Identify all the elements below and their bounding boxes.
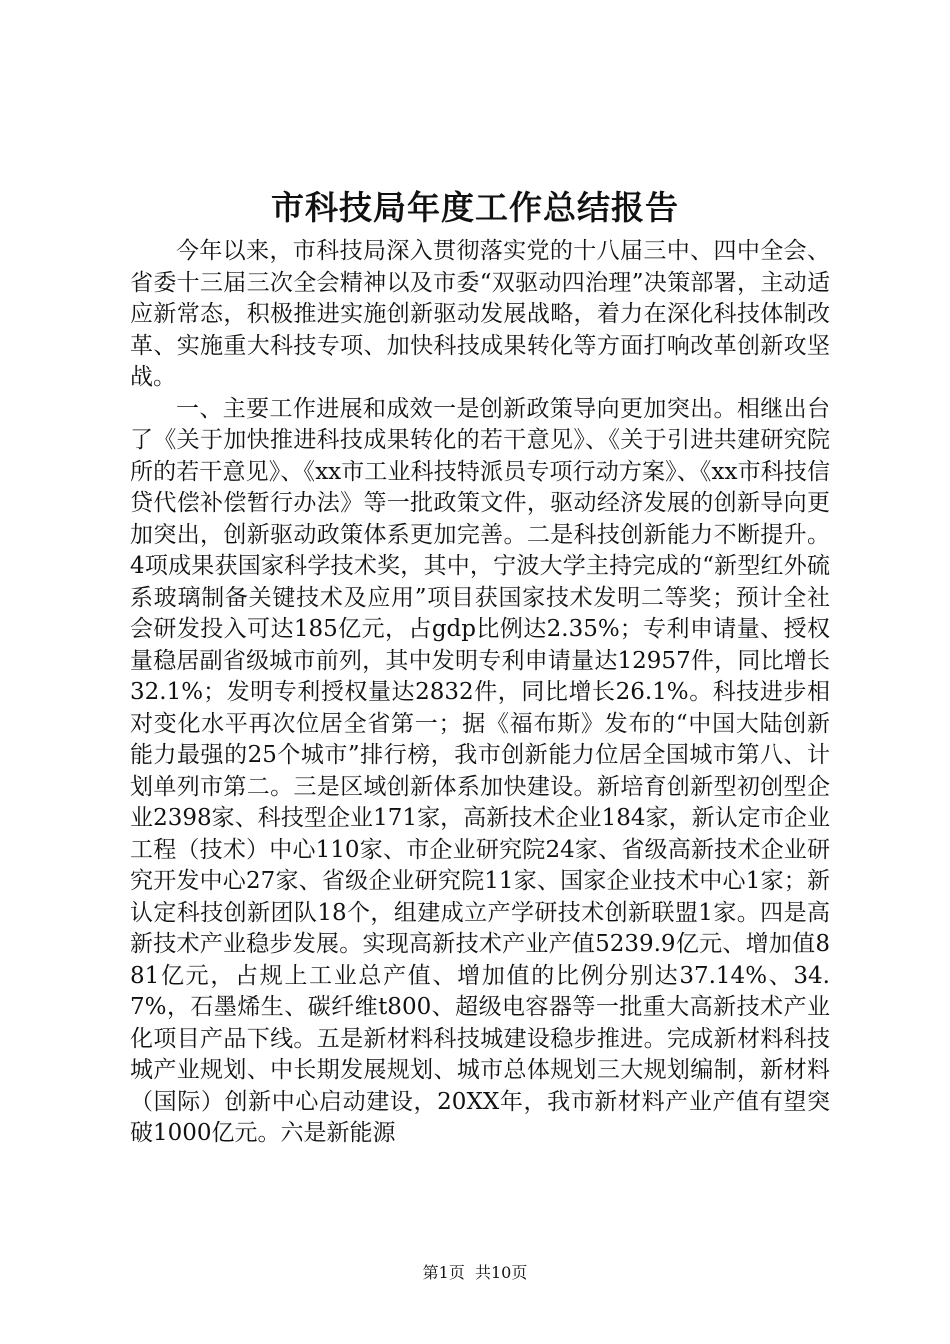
main-progress-paragraph: 一、主要工作进展和成效一是创新政策导向更加突出。相继出台了《关于加快推进科技成果转化的若干意见》、《关于引进共建研究院所的若干意见》、《xx市工业科技特派员专项行动方案》、《xx市科技信贷代偿补偿暂行办法》等一批政策文件，驱动经济发展的创新导向更加突出，创新驱动政策体系更加完善。二是科技创新能力不断提升。4项成果获国家科学技术奖，其中，宁波大学主持完成的“新型红外硫系玻璃制备关键技术及应用”项目获国家技术发明二等奖；预计全社会研发投入可达185亿元，占gdp比例达2.35%；专利申请量、授权量稳居副省级城市前列，其中发明专利申请量达12957件，同比增长32.1%；发明专利授权量达2832件，同比增长26.1%。科技进步相对变化水平再次位居全省第一；据《福布斯》发布的“中国大陆创新能力最强的25个城市”排行榜，我市创新能力位居全国城市第八、计划单列市第二。三是区域创新体系加快建设。新培育创新型初创型企业2398家、科技型企业171家，高新技术企业184家，新认定市企业工程（技术）中心110家、市企业研究院24家、省级高新技术企业研究开发中心27家、省级企业研究院11家、国家企业技术中心1家；新认定科技创新团队18个，组建成立产学研技术创新联盟1家。四是高新技术产业稳步发展。实现高新技术产业产值5239.9亿元、增加值881亿元，占规上工业总产值、增加值的比例分别达37.14%、34.7%，石墨烯生、碳纤维t800、超级电容器等一批重大高新技术产业化项目产品下线。五是新材料科技城建设稳步推进。完成新材料科技城产业规划、中长期发展规划、城市总体规划三大规划编制，新材料（国际）创新中心启动建设，20XX年，我市新材料产业产值有望突破1000亿元。六是新能源 xyxy=(130,395,830,1146)
page-number-footer: 第1页 共10页 xyxy=(422,1263,528,1282)
document-title: 市科技局年度工作总结报告 xyxy=(271,188,679,227)
intro-paragraph: 今年以来，市科技局深入贯彻落实党的十八届三中、四中全会、省委十三届三次全会精神以及市委“双驱动四治理”决策部署，主动适应新常态，积极推进实施创新驱动发展战略，着力在深化科技体制改革、实施重大科技专项、加快科技成果转化等方面打响改革创新攻坚战。 xyxy=(130,238,830,390)
document-body xyxy=(130,236,830,1150)
